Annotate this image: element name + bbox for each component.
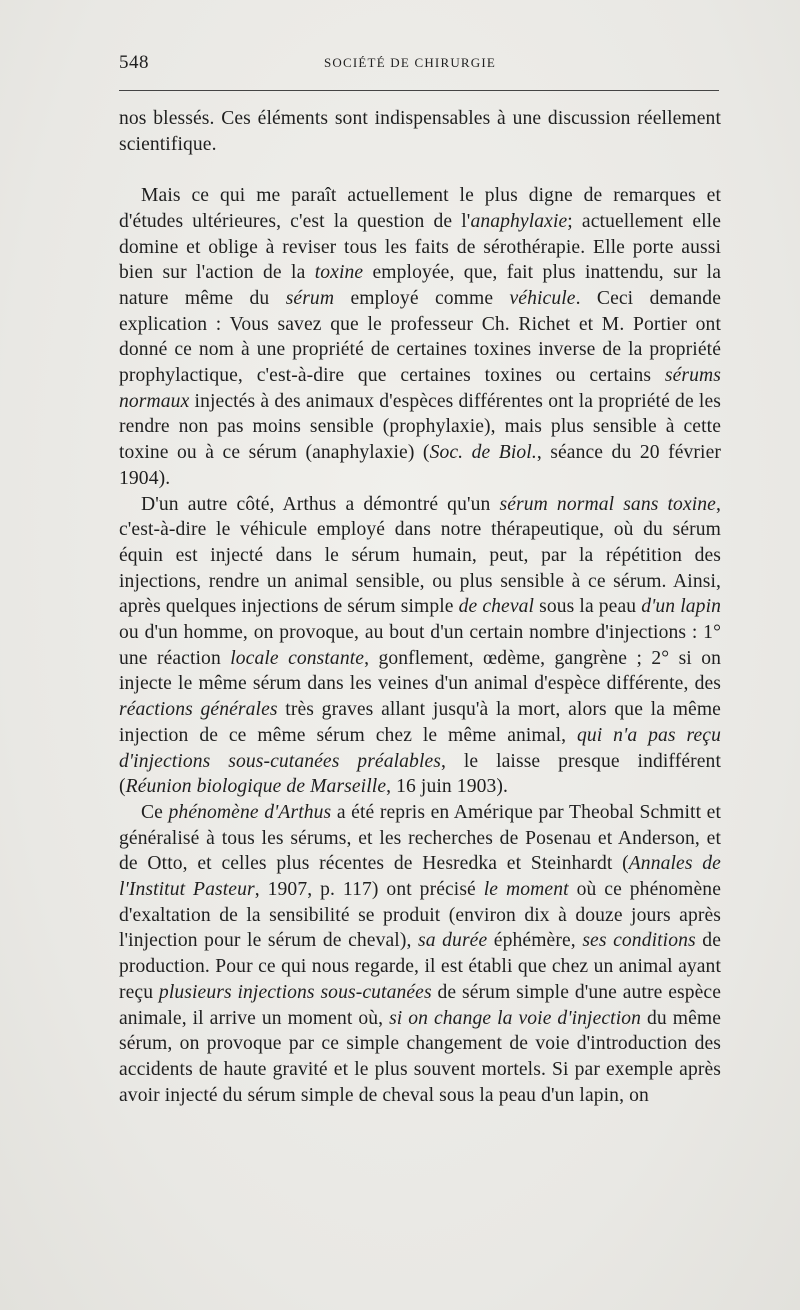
journal-title: SOCIÉTÉ DE CHIRURGIE xyxy=(324,55,497,70)
text-run: où ce phénomène d'exaltation de la sensibilité se produit (environ dix à douze jours après l'injection pour le sérum de cheval), xyxy=(119,879,721,952)
body-text xyxy=(119,106,721,1108)
italic-phrase: sérum xyxy=(285,287,335,309)
italic-phrase: si on change la voie d'injection xyxy=(389,1007,642,1029)
italic-phrase: ses conditions xyxy=(582,930,696,952)
text-run: ; actuellement elle domine et oblige à reviser tous les faits de sérothérapie. Elle porte aussi bien sur l'action de la xyxy=(119,210,722,284)
italic-phrase: sa durée xyxy=(417,930,488,952)
text-run: éphémère, xyxy=(487,930,583,952)
italic-phrase: sérums normaux xyxy=(119,365,721,412)
paragraph-1 xyxy=(119,106,721,157)
italic-phrase: réactions générales xyxy=(119,699,278,721)
italic-phrase: plusieurs injections sous-cutanées xyxy=(158,981,432,1003)
text-run: D'un autre côté, Arthus a démontré qu'un xyxy=(141,493,500,515)
italic-phrase: de cheval xyxy=(458,596,535,618)
header-rule xyxy=(119,90,719,91)
text-run: , c'est-à-dire le véhicule employé dans notre thérapeutique, où du sérum équin est injecté dans le sérum humain, peut, par la répétition des injections, rendre un animal sensible, ou plus sensible à ce sérum. Ainsi, après quelques injections de sérum simple xyxy=(119,493,721,618)
italic-phrase: sérum normal sans toxine xyxy=(499,493,716,515)
text-run: . Ceci demande explication : Vous savez que le professeur Ch. Richet et M. Portier ont donné ce nom à une propriété de certaines toxines inverse de la propriété prophylactique, c'est-à-dire que certaines toxines ou certains xyxy=(119,287,721,387)
text-run: Ce xyxy=(141,801,169,823)
italic-phrase: phénomène d'Arthus xyxy=(168,801,332,823)
italic-phrase: véhicule xyxy=(509,287,576,309)
paragraph-4 xyxy=(119,800,721,1108)
text-run: du même sérum, on provoque par ce simple changement de voie d'introduction des accidents de haute gravité et le plus souvent mortels. Si par exemple après avoir injecté du sérum simple de cheval sous la peau d'un lapin, on xyxy=(119,1007,722,1106)
text-run: , 1907, p. 117) ont précisé xyxy=(254,879,484,901)
paragraph-3 xyxy=(119,492,721,800)
italic-phrase: locale constante xyxy=(230,647,365,669)
italic-phrase: Soc. de Biol. xyxy=(429,442,537,464)
text-run: a été repris en Amérique par Theobal Schmitt et généralisé à tous les sérums, et les recherches de Posenau et Anderson, et de Otto, et celles plus récentes de Hesredka et Steinhardt ( xyxy=(119,801,722,875)
text-run: , 16 juin 1903). xyxy=(386,776,509,798)
italic-phrase: toxine xyxy=(314,262,364,284)
text-run: de sérum simple d'une autre espèce animale, il arrive un moment où, xyxy=(119,981,721,1029)
text-run: Mais ce qui me paraît actuellement le plus digne de remarques et d'études ultérieures, c'est la question de l' xyxy=(119,185,721,232)
italic-phrase: anaphylaxie xyxy=(470,210,568,232)
running-header xyxy=(119,52,719,72)
italic-phrase: Réunion biologique de Marseille xyxy=(125,776,387,798)
italic-phrase: Annales de l'Institut Pasteur xyxy=(119,853,721,901)
text-run: , gonflement, œdème, gangrène ; 2° si on injecte le même sérum dans les veines d'un animal d'espèce différente, des xyxy=(119,647,722,695)
text-run: de production. Pour ce qui nous regarde, il est établi que chez un animal ayant reçu xyxy=(119,930,721,1003)
text-run: très graves allant jusqu'à la mort, alors que la même injection de ce même sérum chez le même animal, xyxy=(119,699,721,746)
text-run: , séance du 20 février 1904). xyxy=(119,442,721,489)
italic-phrase: le moment xyxy=(483,879,569,901)
text-run: ou d'un homme, on provoque, au bout d'un certain nombre d'injections : 1° une réaction xyxy=(119,622,721,669)
italic-phrase: d'un lapin xyxy=(641,596,722,618)
text-run: sous la peau xyxy=(534,596,642,618)
text-run: nos blessés. Ces éléments sont indispensables à une discussion réellement scientifique. xyxy=(119,108,721,155)
italic-phrase: qui n'a pas reçu d'injections sous-cutanées préalables xyxy=(119,724,721,772)
text-run: injectés à des animaux d'espèces différentes ont la propriété de les rendre non pas moins sensible (prophylaxie), mais plus sensible à cette toxine ou à ce sérum (anaphylaxie) ( xyxy=(119,390,721,464)
text-run: employé comme xyxy=(334,287,510,309)
page-number: 548 xyxy=(119,52,149,73)
paragraph-2 xyxy=(119,183,721,491)
text-run: employée, que, fait plus inattendu, sur la nature même du xyxy=(119,262,721,309)
text-run: , le laisse presque indifférent ( xyxy=(119,750,721,798)
